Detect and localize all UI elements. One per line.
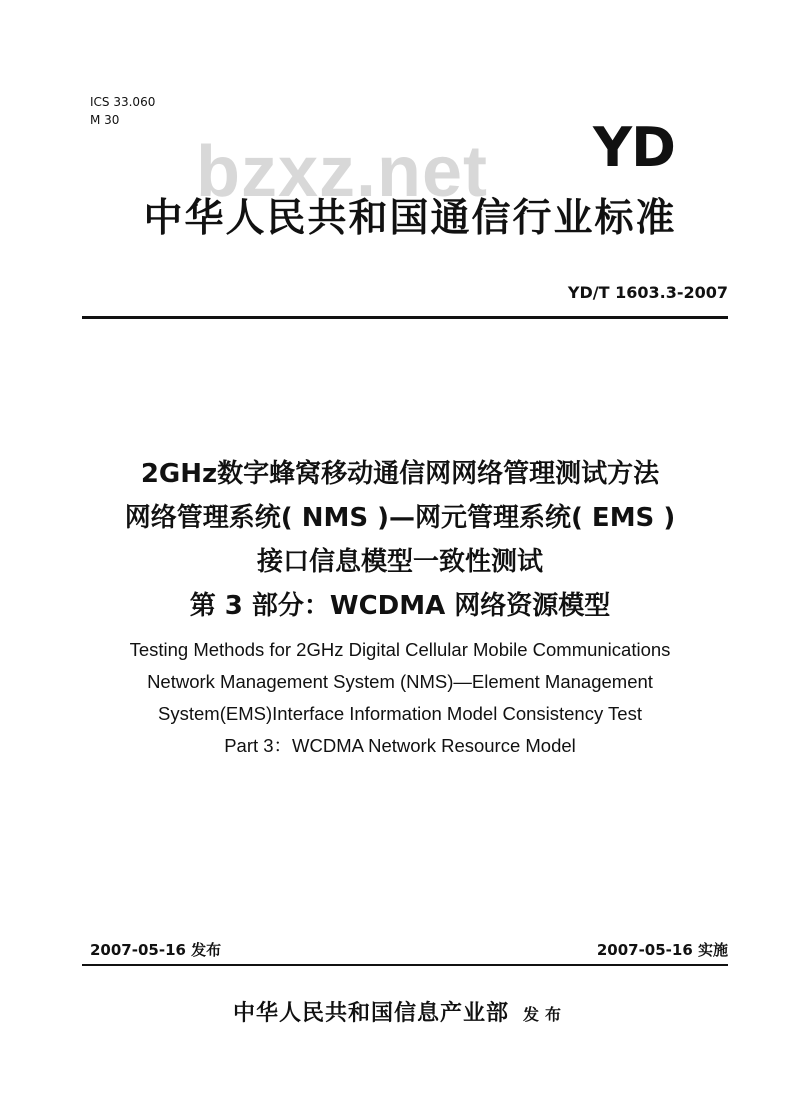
yd-logo: YD	[593, 116, 675, 179]
classification-codes	[90, 93, 155, 129]
chinese-title-line: 2GHz数字蜂窝移动通信网网络管理测试方法	[140, 459, 660, 489]
watermark: bzxz.net	[196, 132, 489, 212]
issue-action: 发布	[523, 1005, 568, 1024]
chinese-title-line: 网络管理系统( NMS )—网元管理系统( EMS )	[124, 503, 676, 533]
issuing-authority: 中华人民共和国信息产业部	[232, 1000, 509, 1026]
english-title-line: Network Management System (NMS)—Element Management	[147, 671, 653, 692]
chinese-title-line: 接口信息模型一致性测试	[256, 547, 543, 577]
chinese-title	[60, 452, 740, 628]
org-title: 中华人民共和国通信行业标准	[143, 196, 677, 241]
english-title-line: Part 3：WCDMA Network Resource Model	[224, 735, 576, 756]
bottom-divider	[82, 964, 728, 966]
english-title	[60, 634, 740, 762]
top-divider	[82, 316, 728, 319]
issuer-line	[0, 998, 800, 1030]
issue-date: 2007-05-16 发布	[90, 941, 222, 959]
standard-number: YD/T 1603.3-2007	[567, 283, 728, 302]
english-title-line: System(EMS)Interface Information Model Consistency Test	[158, 703, 642, 724]
english-title-line: Testing Methods for 2GHz Digital Cellular Mobile Communications	[129, 639, 671, 660]
ccs-code: M 30	[90, 113, 120, 127]
chinese-title-line: 第 3 部分：WCDMA 网络资源模型	[189, 591, 611, 621]
ics-code: ICS 33.060	[90, 95, 156, 109]
implementation-date: 2007-05-16 实施	[596, 941, 728, 959]
